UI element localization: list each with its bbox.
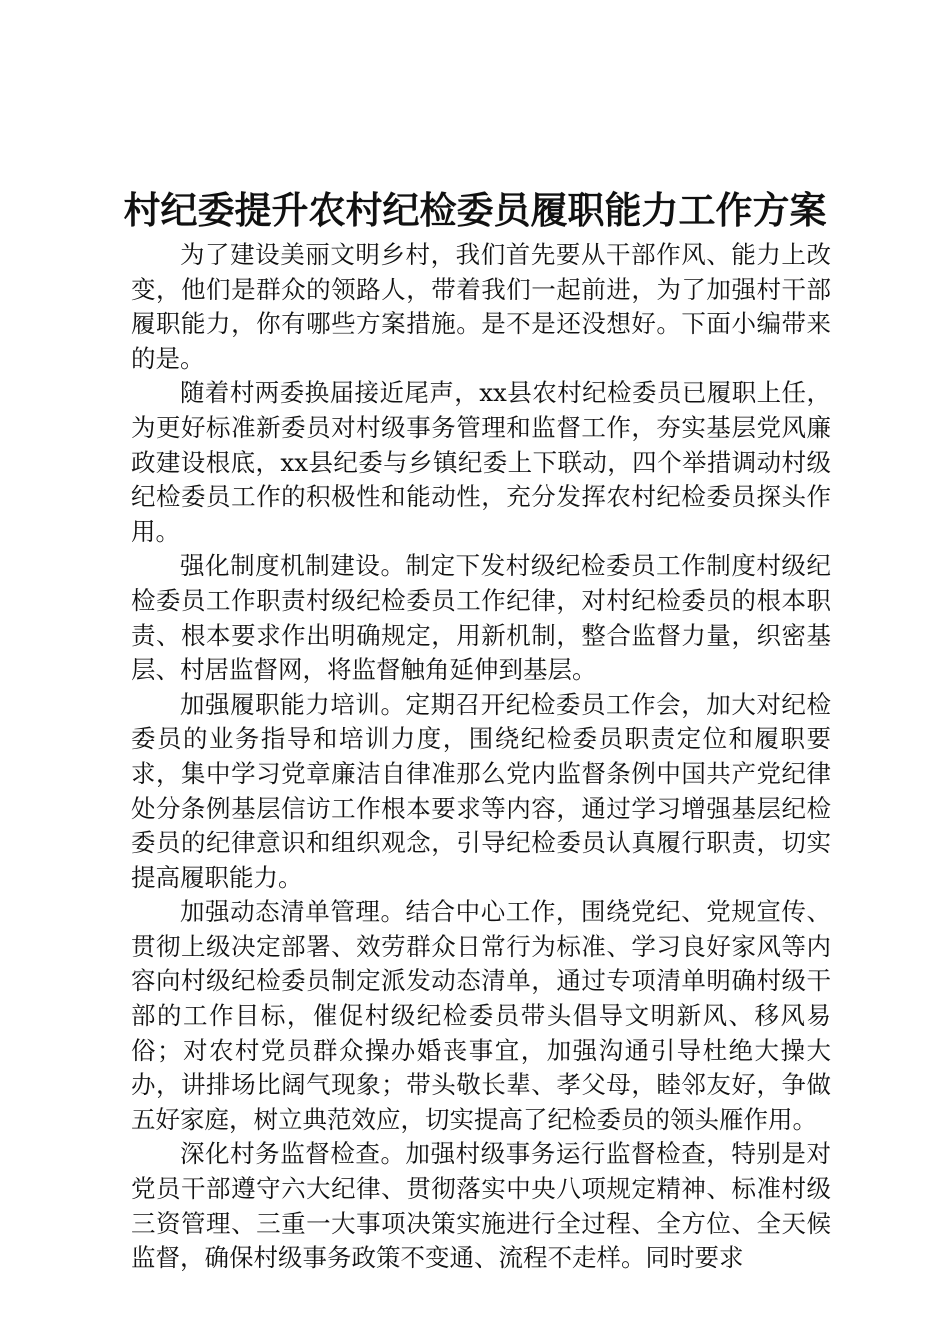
paragraph-checklist: 加强动态清单管理。结合中心工作，围绕党纪、党规宣传、贯彻上级决定部署、效劳群众日常行为标准、学习良好家风等内容向村级纪检委员制定派发动态清单，通过专项清单明确村级干部的工作目标，催促村级纪检委员带头倡导文明新风、移风易俗；对农村党员群众操办婚丧事宜，加强沟通引导杜绝大操大办，讲排场比阔气现象；带头敬长辈、孝父母，睦邻友好，争做五好家庭，树立典范效应，切实提高了纪检委员的领头雁作用。	[131, 897, 831, 1134]
document-title: 村纪委提升农村纪检委员履职能力工作方案	[123, 188, 827, 232]
paragraph-training: 加强履职能力培训。定期召开纪检委员工作会，加大对纪检委员的业务指导和培训力度，围绕纪检委员职责定位和履职要求，集中学习党章廉洁自律准那么党内监督条例中国共产党纪律处分条例基层信访工作根本要求等内容，通过学习增强基层纪检委员的纪律意识和组织观念，引导纪检委员认真履行职责，切实提高履职能力。	[131, 689, 831, 892]
paragraph-supervision: 深化村务监督检查。加强村级事务运行监督检查，特别是对党员干部遵守六大纪律、贯彻落实中央八项规定精神、标准村级三资管理、三重一大事项决策实施进行全过程、全方位、全天候监督，确保村级事务政策不变通、流程不走样。同时要求	[131, 1139, 831, 1273]
paragraph-intro: 为了建设美丽文明乡村，我们首先要从干部作风、能力上改变，他们是群众的领路人，带着我们一起前进，为了加强村干部履职能力，你有哪些方案措施。是不是还没想好。下面小编带来的是。	[131, 240, 831, 373]
document-body	[131, 238, 831, 1276]
paragraph-system-building: 强化制度机制建设。制定下发村级纪检委员工作制度村级纪检委员工作职责村级纪检委员工作纪律，对村纪检委员的根本职责、根本要求作出明确规定，用新机制，整合监督力量，织密基层、村居监督网，将监督触角延伸到基层。	[131, 551, 831, 685]
paragraph-background: 随着村两委换届接近尾声，xx县农村纪检委员已履职上任，为更好标准新委员对村级事务管理和监督工作，夯实基层党风廉政建设根底，xx县纪委与乡镇纪委上下联动，四个举措调动村级纪检委员工作的积极性和能动性，充分发挥农村纪检委员探头作用。	[131, 378, 831, 546]
